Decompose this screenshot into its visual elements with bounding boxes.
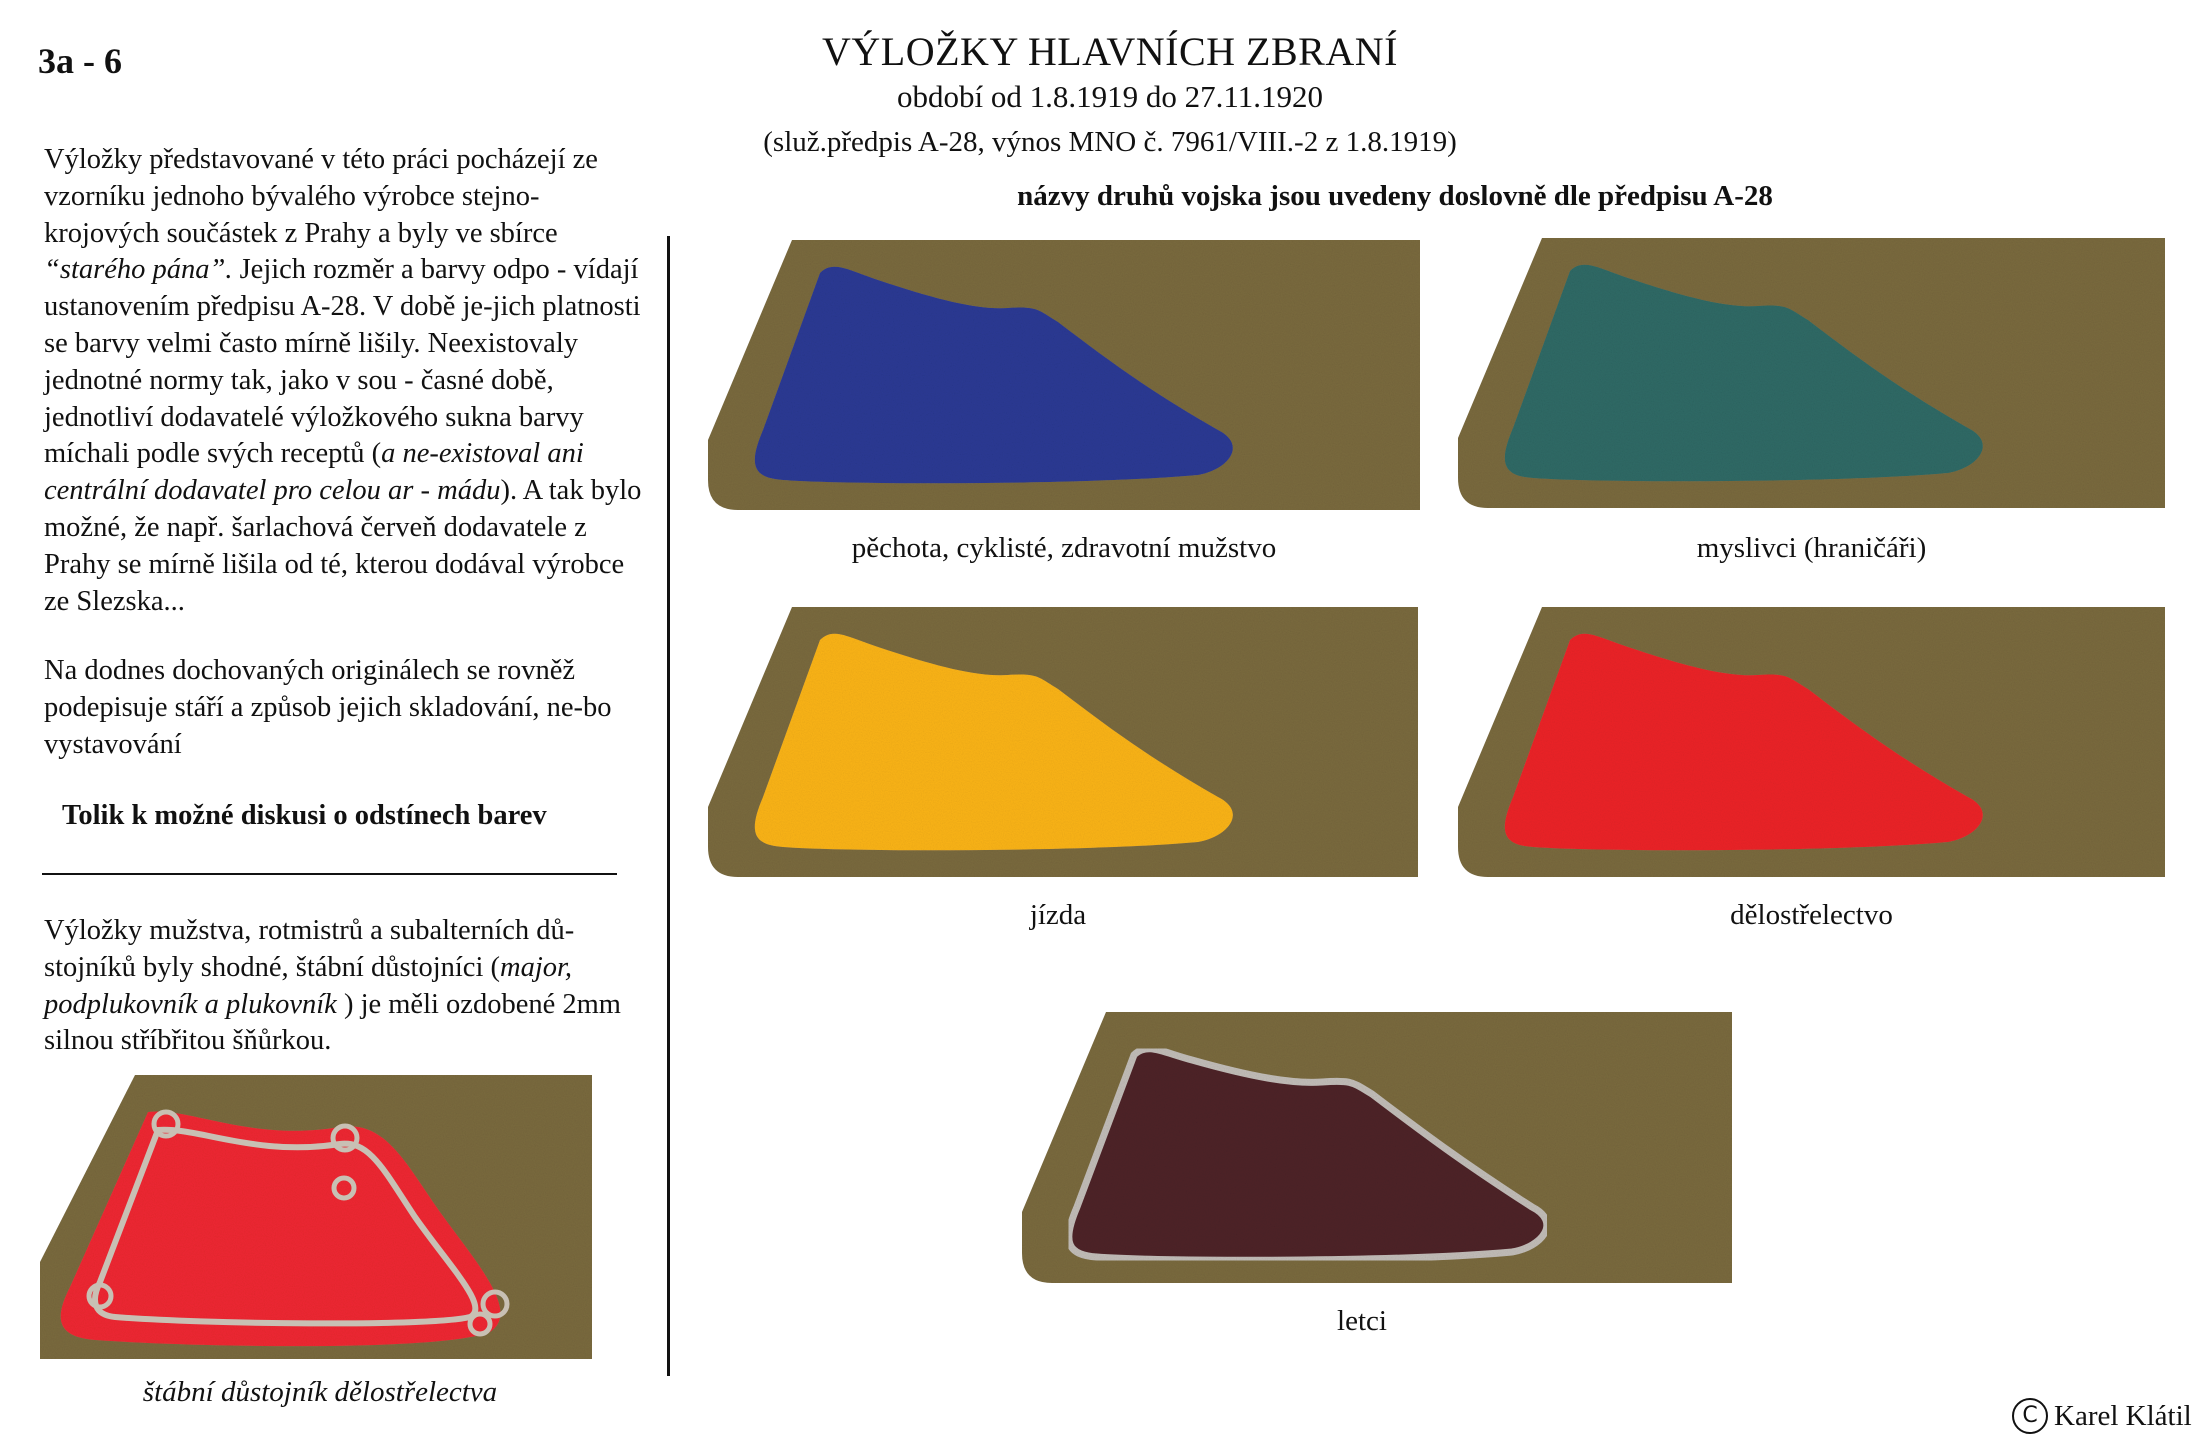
staff-officer-patch xyxy=(40,1072,592,1359)
intro-text-c: Jejich rozměr a barvy odpo - vídají ustanovením předpisu A-28. V době je-jich platnosti se barvy velmi často mírně lišily. Neexistovaly jednotné normy tak, jako v sou - časné době, jednotliví dodavatelé výložkového sukna barvy míchali podle svých receptů ( xyxy=(44,254,641,470)
copyright-icon: C xyxy=(2012,1398,2048,1434)
patch-caption: pěchota, cyklisté, zdravotní mužstvo xyxy=(851,532,1277,564)
aging-text: Na dodnes dochovaných originálech se rovněž podepisuje stáří a způsob jejich skladování, ne-bo vystavování xyxy=(44,655,612,760)
ranks-text-a: Výložky mužstva, rotmistrů a subalterních dů-stojníků byly shodné, štábní důstojníci ( xyxy=(44,915,575,983)
intro-text-a: Výložky představované v této práci pocházejí ze vzorníku jednoho bývalého výrobce stejno-krojových součástek z Prahy a byly ve sbírce xyxy=(44,144,598,249)
patch-caption: jízda xyxy=(1029,899,1087,931)
header xyxy=(700,28,1520,164)
patch-rifles-image xyxy=(1458,238,2165,508)
patch-artillery xyxy=(1458,607,2165,932)
page-number: 3a - 6 xyxy=(38,41,122,81)
column-separator xyxy=(667,236,670,1376)
page-title: VÝLOŽKY HLAVNÍCH ZBRANÍ xyxy=(822,29,1398,74)
patch-aviation-image xyxy=(1022,1012,1732,1283)
patch-caption: dělostřelectvo xyxy=(1730,899,1893,931)
regulation-reference: (služ.předpis A-28, výnos MNO č. 7961/VIII.-2 z 1.8.1919) xyxy=(763,126,1457,158)
patch-artillery-image xyxy=(1458,607,2165,877)
intro-paragraph xyxy=(44,142,644,620)
copyright-author: Karel Klátil xyxy=(2054,1399,2192,1432)
ranks-paragraph xyxy=(44,913,644,1060)
aging-paragraph xyxy=(44,653,644,763)
period-subtitle: období od 1.8.1919 do 27.11.1920 xyxy=(897,79,1323,114)
copyright xyxy=(2012,1398,2192,1434)
intro-text-quote: “starého pána”. xyxy=(44,254,233,286)
patch-rifles xyxy=(1458,238,2165,565)
staff-patch-caption: štábní důstojník dělostřelectva xyxy=(142,1376,498,1408)
emphasis-line: Tolik k možné diskusi o odstínech barev xyxy=(62,800,547,831)
ranks-text-c: ) je měli ozdobené 2mm silnou stříbřitou šňůrkou. xyxy=(44,988,621,1057)
patch-infantry xyxy=(708,240,1420,565)
divider xyxy=(42,873,617,875)
intro-text-italic: a ne-existoval ani centrální dodavatel pro celou ar - mádu xyxy=(44,438,584,507)
names-note: názvy druhů vojska jsou uvedeny doslovně dle předpisu A-28 xyxy=(1017,180,1773,212)
intro-text-e: ). A tak bylo možné, že např. šarlachová červeň dodavatele z Prahy se mírně lišila od té, kterou dodával výrobce ze Slezska... xyxy=(44,475,642,617)
patch-caption: letci xyxy=(1337,1305,1387,1337)
patch-aviation xyxy=(1022,1012,1732,1338)
ranks-text-italic: major, podplukovník a plukovník xyxy=(44,951,573,1020)
patch-infantry-image xyxy=(708,240,1420,510)
patch-cavalry xyxy=(708,607,1418,932)
patch-cavalry-image xyxy=(708,607,1418,877)
patch-caption: myslivci (hraničáři) xyxy=(1696,532,1927,564)
